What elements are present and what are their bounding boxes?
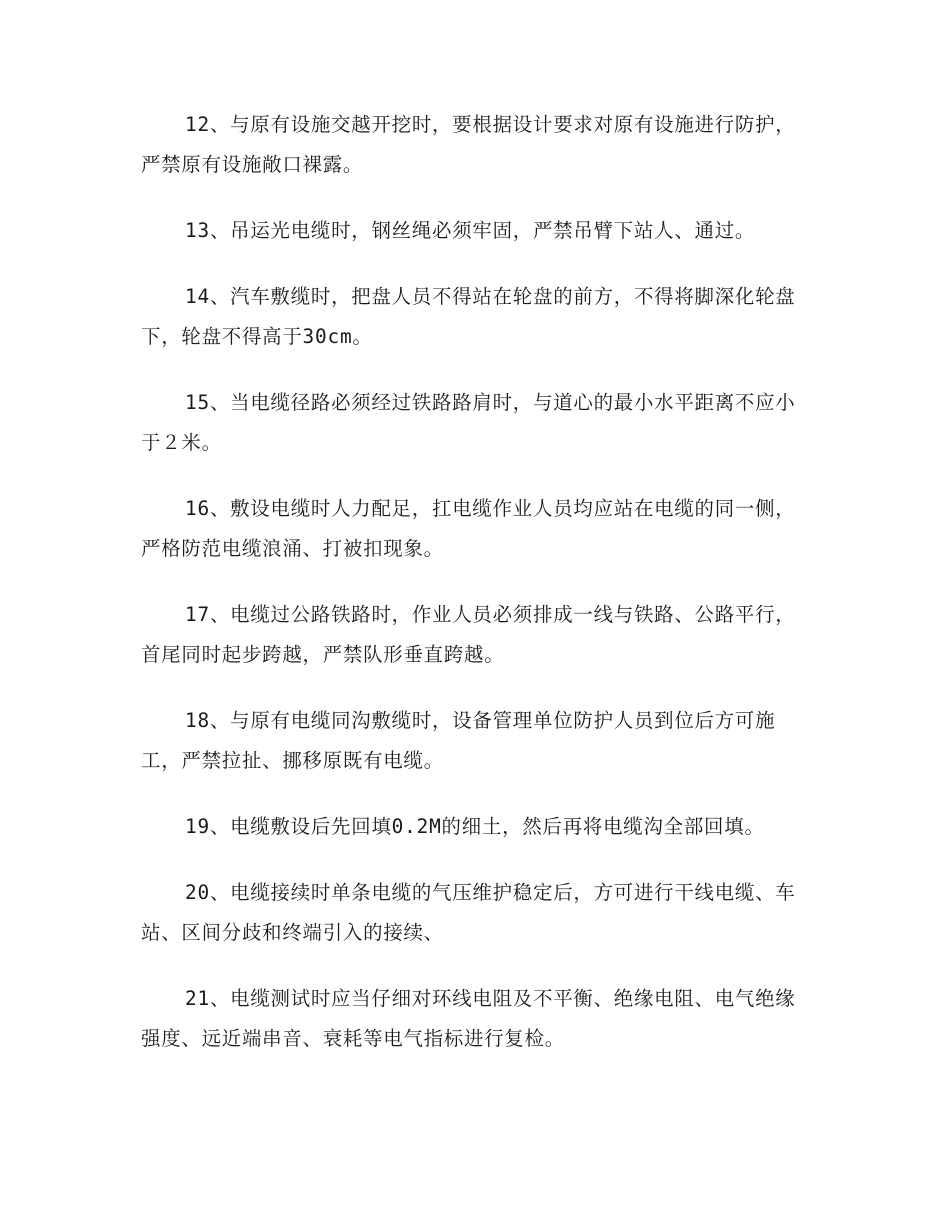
paragraph-item-17: 17、电缆过公路铁路时，作业人员必须排成一线与铁路、公路平行，首尾同时起步跨越，严禁队形垂直跨越。 [141, 603, 796, 666]
paragraph-item-12: 12、与原有设施交越开挖时，要根据设计要求对原有设施进行防护，严禁原有设施敞口裸露。 [141, 113, 796, 176]
paragraph-item-21: 21、电缆测试时应当仔细对环线电阻及不平衡、绝缘电阻、电气绝缘强度、远近端串音、衰耗等电气指标进行复检。 [141, 987, 796, 1050]
document-body [141, 105, 796, 1085]
paragraph-item-20: 20、电缆接续时单条电缆的气压维护稳定后，方可进行干线电缆、车站、区间分歧和终端引入的接续、 [141, 881, 796, 944]
paragraph-item-15: 15、当电缆径路必须经过铁路路肩时，与道心的最小水平距离不应小于２米。 [141, 391, 796, 454]
paragraph-item-13: 13、吊运光电缆时，钢丝绳必须牢固，严禁吊臂下站人、通过。 [185, 219, 756, 242]
paragraph-item-18: 18、与原有电缆同沟敷缆时，设备管理单位防护人员到位后方可施工，严禁拉扯、挪移原既有电缆。 [141, 709, 776, 772]
paragraph-item-19: 19、电缆敷设后先回填0.2M的细土，然后再将电缆沟全部回填。 [185, 815, 765, 838]
paragraph-item-16: 16、敷设电缆时人力配足，扛电缆作业人员均应站在电缆的同一侧，严格防范电缆浪涌、打被扣现象。 [141, 497, 796, 560]
paragraph-item-14: 14、汽车敷缆时，把盘人员不得站在轮盘的前方，不得将脚深化轮盘下，轮盘不得高于30cm。 [141, 285, 796, 348]
